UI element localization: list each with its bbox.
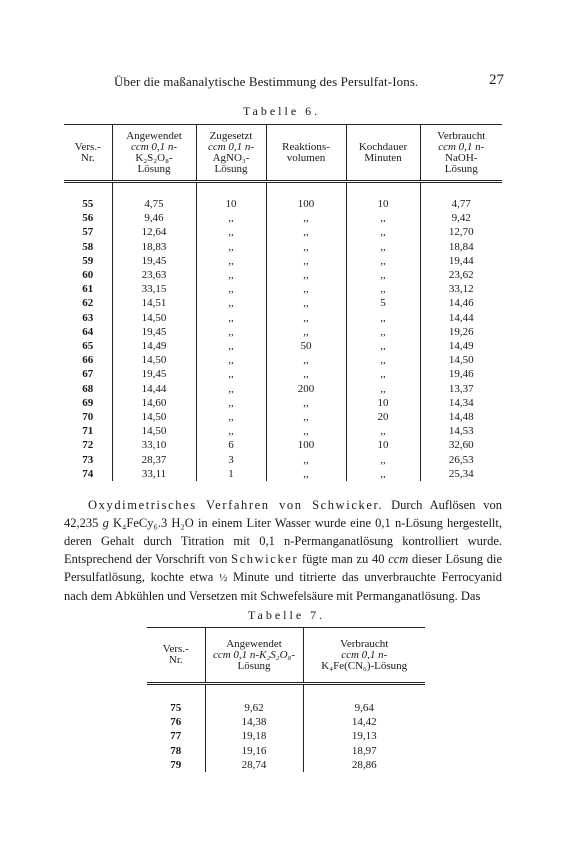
table7-header-line: Lösung xyxy=(237,659,271,672)
table-cell: ,, xyxy=(346,268,420,282)
table7-header-cell xyxy=(303,628,425,684)
table6-header-line: ccm 0,1 n- xyxy=(438,140,485,153)
table-cell: 14,44 xyxy=(112,382,196,396)
table-cell: 14,50 xyxy=(112,353,196,367)
table-cell: 5 xyxy=(346,296,420,310)
table-cell: 18,97 xyxy=(303,744,425,758)
table-cell: 13,37 xyxy=(420,382,502,396)
fraction-half: ½ xyxy=(219,571,228,584)
table-cell: ,, xyxy=(196,339,266,353)
table-cell: ,, xyxy=(266,424,346,438)
experiment-number-cell: 59 xyxy=(82,254,94,267)
table-cell: ,, xyxy=(266,282,346,296)
experiment-number-cell: 77 xyxy=(170,730,182,743)
table6-header-cell xyxy=(346,125,420,182)
table6-header-line: Minuten xyxy=(364,151,402,164)
table-cell: ,, xyxy=(346,225,420,239)
table7-header-cell xyxy=(205,628,303,684)
table-row xyxy=(64,396,502,410)
table-cell: 9,42 xyxy=(420,211,502,225)
table6-header-cell xyxy=(266,125,346,182)
experiment-number-cell: 62 xyxy=(82,297,94,310)
table-row xyxy=(64,424,502,438)
table6-header-line: ccm 0,1 n- xyxy=(130,140,178,153)
table-cell: 9,46 xyxy=(112,211,196,225)
table7-header-line: Angewendet xyxy=(226,637,282,650)
table-cell: 9,64 xyxy=(303,684,425,716)
table-cell: 28,86 xyxy=(303,758,425,772)
table-row xyxy=(64,182,502,212)
table-cell: 19,45 xyxy=(112,367,196,381)
table-row xyxy=(147,758,425,772)
table-cell: 18,84 xyxy=(420,240,502,254)
paragraph-segment: dieser Lösung die Persulfatlösung, kochte etwa xyxy=(64,551,503,584)
table-cell: ,, xyxy=(196,225,266,239)
table6-header-row xyxy=(64,125,502,182)
table-row xyxy=(64,282,502,296)
table-cell: ,, xyxy=(266,240,346,254)
table-row xyxy=(147,684,425,716)
table-cell: 19,46 xyxy=(420,367,502,381)
table-cell: 33,10 xyxy=(112,438,196,452)
table-cell: 9,62 xyxy=(205,684,303,716)
table6-caption: Tabelle 6. xyxy=(243,104,321,118)
table-cell: ,, xyxy=(346,467,420,481)
table7 xyxy=(147,627,425,772)
body-paragraph xyxy=(64,497,502,605)
table-cell: 23,62 xyxy=(420,268,502,282)
table-row xyxy=(64,225,502,239)
table7-header-line: Nr. xyxy=(168,654,183,666)
table-cell: ,, xyxy=(266,410,346,424)
table-row xyxy=(64,367,502,381)
table-row xyxy=(64,467,502,481)
paragraph-segment: fügte man zu 40 xyxy=(298,551,389,566)
table-cell: ,, xyxy=(346,424,420,438)
table-cell: ,, xyxy=(266,268,346,282)
table-row xyxy=(64,240,502,254)
paragraph-segment: Durch Auflösen von 42,235 xyxy=(64,498,503,530)
table-cell: ,, xyxy=(266,367,346,381)
table-cell: 14,53 xyxy=(420,424,502,438)
table-cell: 19,44 xyxy=(420,254,502,268)
table-row xyxy=(64,268,502,282)
table6-header-line: Angewendet xyxy=(126,129,182,142)
table6-header-cell xyxy=(420,125,502,182)
table-cell: ,, xyxy=(346,353,420,367)
table-cell: 14,48 xyxy=(420,410,502,424)
experiment-number-cell: 65 xyxy=(82,340,94,353)
table6 xyxy=(64,124,502,481)
experiment-number-cell: 67 xyxy=(82,368,94,381)
experiment-number-cell: 56 xyxy=(82,212,94,225)
table-row xyxy=(147,729,425,743)
table-cell: ,, xyxy=(266,467,346,481)
table-cell: 100 xyxy=(266,182,346,212)
table-row xyxy=(64,325,502,339)
table-cell: 10 xyxy=(346,182,420,212)
table-cell: ,, xyxy=(196,211,266,225)
table6-header-line: Nr. xyxy=(80,151,95,164)
table-cell: ,, xyxy=(196,367,266,381)
table6-header-line: volumen xyxy=(286,151,326,164)
table6-header-line: Lösung xyxy=(214,162,248,175)
table7-header-line: ccm 0,1 n-K₂S₂O₈- xyxy=(212,648,296,661)
table-cell: 33,15 xyxy=(112,282,196,296)
table6-header-cell xyxy=(112,125,196,182)
table-cell: ,, xyxy=(266,396,346,410)
table-cell: 33,12 xyxy=(420,282,502,296)
table-cell: 19,26 xyxy=(420,325,502,339)
table-cell: 14,42 xyxy=(303,715,425,729)
table-cell: 26,53 xyxy=(420,453,502,467)
table-cell: 32,60 xyxy=(420,438,502,452)
table-cell: 18,83 xyxy=(112,240,196,254)
table-cell: 14,49 xyxy=(112,339,196,353)
table-cell: 19,45 xyxy=(112,254,196,268)
table6-body xyxy=(64,182,502,482)
experiment-number-cell: 74 xyxy=(82,467,94,480)
table-cell: ,, xyxy=(346,453,420,467)
table-cell: 10 xyxy=(346,396,420,410)
experiment-number-cell: 58 xyxy=(82,240,94,253)
table-cell: ,, xyxy=(196,410,266,424)
table6-header-line: Vers.- xyxy=(74,140,101,153)
table-cell: 12,64 xyxy=(112,225,196,239)
table-cell: 14,50 xyxy=(112,311,196,325)
table-cell: ,, xyxy=(196,296,266,310)
table-cell: ,, xyxy=(196,240,266,254)
table-cell: ,, xyxy=(266,211,346,225)
experiment-number-cell: 78 xyxy=(170,744,182,757)
table-cell: ,, xyxy=(196,311,266,325)
table-cell: 20 xyxy=(346,410,420,424)
table-cell: 14,34 xyxy=(420,396,502,410)
table6-header-line: NaOH- xyxy=(445,151,478,164)
unit-g: g xyxy=(102,515,109,530)
paragraph-text xyxy=(64,497,502,605)
table-cell: 14,38 xyxy=(205,715,303,729)
table-row xyxy=(64,339,502,353)
table-cell: ,, xyxy=(266,311,346,325)
table6-header-line: Kochdauer xyxy=(358,140,408,153)
experiment-number-cell: 69 xyxy=(82,396,94,409)
table-cell: ,, xyxy=(266,254,346,268)
table6-header-cell xyxy=(196,125,266,182)
table-row xyxy=(64,410,502,424)
table-cell: 1 xyxy=(196,467,266,481)
page-number: 27 xyxy=(489,72,504,88)
table6-header-line: Zugesetzt xyxy=(209,129,253,142)
table-cell: 10 xyxy=(346,438,420,452)
table6-header-line: ccm 0,1 n- xyxy=(207,140,255,153)
table-cell: 200 xyxy=(266,382,346,396)
table-cell: ,, xyxy=(346,325,420,339)
table-cell: 4,75 xyxy=(112,182,196,212)
table-cell: 14,50 xyxy=(420,353,502,367)
table-cell: 14,60 xyxy=(112,396,196,410)
table6-header-line: Lösung xyxy=(444,162,478,175)
table-cell: 19,18 xyxy=(205,729,303,743)
table-cell: ,, xyxy=(196,325,266,339)
table-cell: 28,37 xyxy=(112,453,196,467)
table-cell: 14,50 xyxy=(112,410,196,424)
experiment-number-cell: 76 xyxy=(170,716,182,729)
table7-header-line: Verbraucht xyxy=(340,637,389,650)
table-cell: 19,16 xyxy=(205,744,303,758)
table-cell: ,, xyxy=(346,254,420,268)
experiment-number-cell: 75 xyxy=(170,702,182,714)
table-cell: 14,44 xyxy=(420,311,502,325)
table-cell: 14,49 xyxy=(420,339,502,353)
table-cell: ,, xyxy=(266,225,346,239)
table-cell: 14,51 xyxy=(112,296,196,310)
table-cell: ,, xyxy=(266,353,346,367)
table-row xyxy=(64,438,502,452)
experiment-number-cell: 60 xyxy=(82,269,94,282)
table-row xyxy=(64,453,502,467)
table-row xyxy=(147,744,425,758)
experiment-number-cell: 72 xyxy=(82,439,94,452)
table-cell: ,, xyxy=(266,296,346,310)
table6-header-line: Lösung xyxy=(137,162,171,175)
table-cell: 4,77 xyxy=(420,182,502,212)
table-cell: 19,13 xyxy=(303,729,425,743)
table-cell: ,, xyxy=(196,254,266,268)
experiment-number-cell: 57 xyxy=(82,226,94,239)
table-cell: ,, xyxy=(196,396,266,410)
table-cell: ,, xyxy=(346,240,420,254)
table-cell: 3 xyxy=(196,453,266,467)
table-row xyxy=(64,296,502,310)
table-cell: 19,45 xyxy=(112,325,196,339)
experiment-number-cell: 63 xyxy=(82,311,94,324)
table-cell: 23,63 xyxy=(112,268,196,282)
running-head xyxy=(64,74,504,92)
table-cell: 28,74 xyxy=(205,758,303,772)
table-cell: ,, xyxy=(346,311,420,325)
experiment-number-cell: 61 xyxy=(82,283,94,296)
table-cell: ,, xyxy=(196,382,266,396)
table-row xyxy=(64,353,502,367)
table-cell: ,, xyxy=(196,268,266,282)
table6-header-cell xyxy=(64,125,112,182)
table7-header-cell xyxy=(147,628,205,684)
table-row xyxy=(64,254,502,268)
table7-header-line: ccm 0,1 n- xyxy=(341,648,388,661)
table-cell: ,, xyxy=(266,453,346,467)
table-cell: 25,34 xyxy=(420,467,502,481)
table7-header-row xyxy=(147,628,425,684)
table-cell: ,, xyxy=(346,382,420,396)
table7-body xyxy=(147,684,425,773)
table-cell: ,, xyxy=(196,282,266,296)
table-row xyxy=(64,211,502,225)
table6-header-line: Reaktions- xyxy=(282,140,330,153)
paragraph-segment: K₄FeCy₆.3 H₂O in einem Liter Wasser wurde eine 0,1 n-Lösung hergestellt, deren Gehalt durch Titration mit 0,1 n-Permanganatlösung kontrolliert wurde. Entsprechend der Vorschrift von xyxy=(64,515,503,566)
table-row xyxy=(64,311,502,325)
table-cell: ,, xyxy=(346,367,420,381)
table-cell: ,, xyxy=(266,325,346,339)
table-cell: ,, xyxy=(346,282,420,296)
experiment-number-cell: 68 xyxy=(82,382,94,395)
table-cell: ,, xyxy=(346,339,420,353)
author-name: Schwicker xyxy=(231,551,299,566)
table-cell: 14,50 xyxy=(112,424,196,438)
table-cell: ,, xyxy=(346,211,420,225)
table-cell: 12,70 xyxy=(420,225,502,239)
table7-caption: Tabelle 7. xyxy=(248,608,326,622)
table6-header-line: AgNO₃- xyxy=(212,151,250,164)
table6-header-line: K₂S₂O₈- xyxy=(135,151,173,164)
table-cell: ,, xyxy=(196,353,266,367)
experiment-number-cell: 71 xyxy=(82,425,94,438)
table-cell: 50 xyxy=(266,339,346,353)
experiment-number-cell: 66 xyxy=(82,354,94,367)
running-head-title: Über die maßanalytische Bestimmung des Persulfat-Ions. xyxy=(114,74,419,89)
table-row xyxy=(64,382,502,396)
table-cell: 100 xyxy=(266,438,346,452)
experiment-number-cell: 55 xyxy=(82,198,94,210)
table-cell: 10 xyxy=(196,182,266,212)
experiment-number-cell: 70 xyxy=(82,411,94,424)
table6-header-line: Verbraucht xyxy=(437,129,486,142)
paragraph-segment: Minute und titrierte das unverbrauchte Ferrocyanid nach dem Abkühlen und Versetzen mit Schwefelsäure mit Permanganatlösung. Das xyxy=(64,569,502,603)
table-cell: ,, xyxy=(196,424,266,438)
table-cell: 33,11 xyxy=(112,467,196,481)
table-row xyxy=(147,715,425,729)
experiment-number-cell: 64 xyxy=(82,325,94,338)
experiment-number-cell: 79 xyxy=(170,758,182,771)
table7-header-line: K₄Fe(CN₆)-Lösung xyxy=(321,659,408,672)
table-cell: 14,46 xyxy=(420,296,502,310)
table7-header-line: Vers.- xyxy=(162,643,189,655)
experiment-number-cell: 73 xyxy=(82,453,94,466)
table-cell: 6 xyxy=(196,438,266,452)
section-heading: Oxydimetrisches Verfahren von Schwicker. xyxy=(88,498,384,512)
unit-ccm: ccm xyxy=(388,551,409,566)
